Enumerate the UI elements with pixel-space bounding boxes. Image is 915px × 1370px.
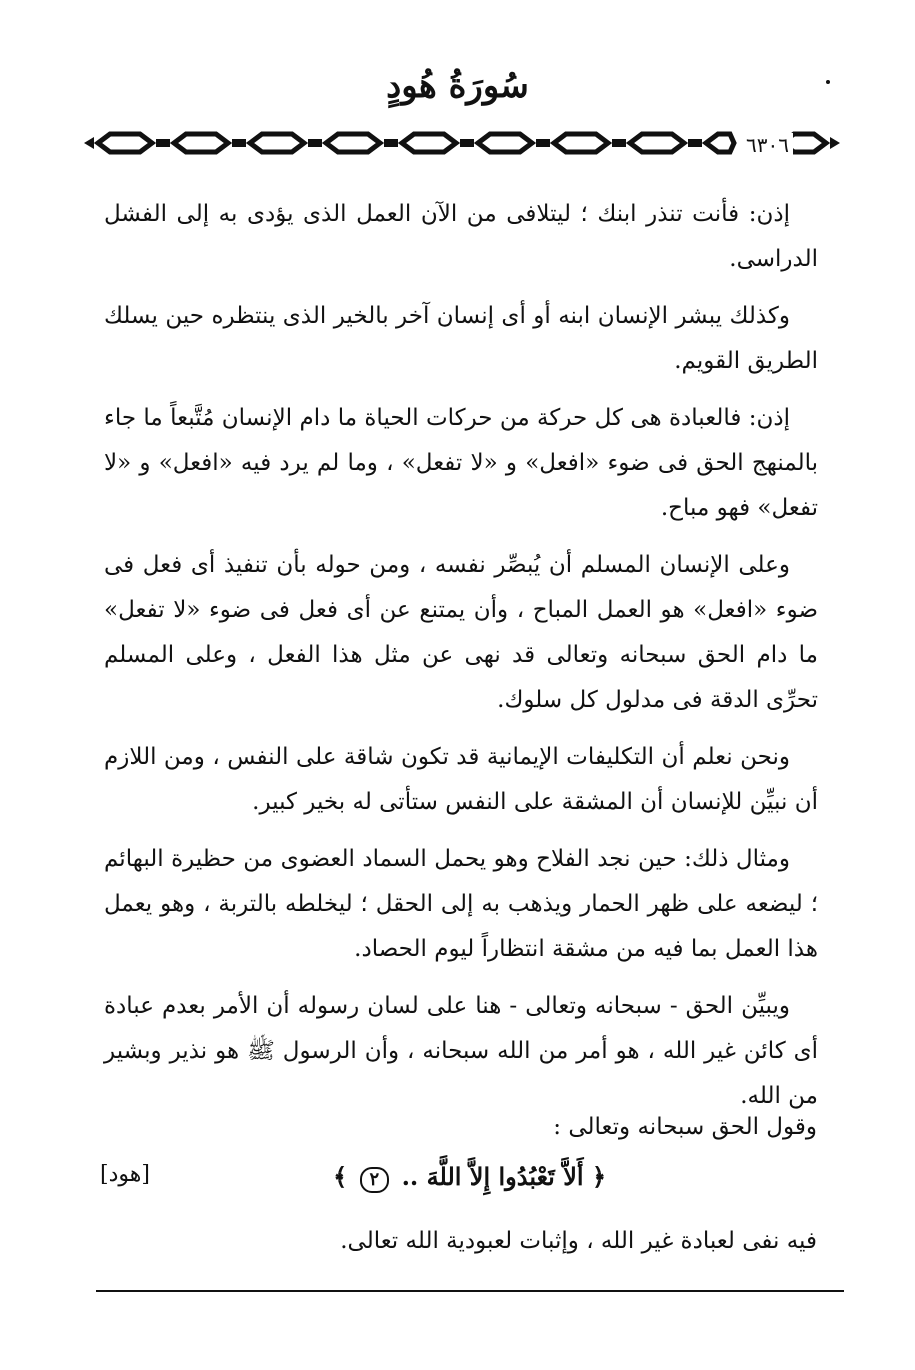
ornamental-header-bar [84,126,840,160]
verse-open-bracket: ﴿ [591,1162,606,1191]
verse-reference: [هود] [100,1162,150,1187]
verse-number: ٢ [360,1167,390,1193]
footer-divider [96,1290,844,1292]
verse-text-group [333,1162,606,1193]
paragraph: وكذلك يبشر الإنسان ابنه أو أى إنسان آخر بالخير الذى ينتظره حين يسلك الطريق القويم. [104,303,818,374]
quran-verse [96,1162,818,1202]
surah-title: سُورَةُ هُودٍ [386,66,529,106]
paragraph: ونحن نعلم أن التكليفات الإيمانية قد تكون شاقة على النفس ، ومن اللازم أن نبيِّن للإنسان أن المشقة على النفس ستأتى له بخير كبير. [104,744,818,815]
paragraph: وعلى الإنسان المسلم أن يُبصِّر نفسه ، ومن حوله بأن تنفيذ أى فعل فى ضوء «افعل» هو العمل المباح ، وأن يمتنع عن أى فعل فى ضوء «لا تفعل» ما دام الحق سبحانه وتعالى قد نهى عن مثل هذا الفعل ، وعلى المسلم تحرِّى الدقة فى مدلول كل سلوك. [104,552,818,713]
verse-close-bracket: ﴾ [333,1162,348,1191]
page-number: ٦٣٠٦ [742,133,793,157]
verse-text: أَلاَّ تَعْبُدُوا إِلاَّ اللَّهَ .. [401,1162,584,1191]
paragraph: ومثال ذلك: حين نجد الفلاح وهو يحمل السماد العضوى من حظيرة البهائم ؛ ليضعه على ظهر الحمار ويذهب به إلى الحقل ؛ ليخلطه بالتربة ، وهو يعمل هذا العمل بما فيه من مشقة انتظاراً ليوم الحصاد. [104,846,818,962]
conclusion-text: فيه نفى لعبادة غير الله ، وإثبات لعبودية الله تعالى. [340,1228,817,1254]
paragraph: ويبيِّن الحق - سبحانه وتعالى - هنا على لسان رسوله أن الأمر بعدم عبادة أى كائن غير الله ، هو أمر من الله سبحانه ، وأن الرسول ﷺ هو نذير وبشير من الله. [104,993,818,1109]
paragraph: إذن: فالعبادة هى كل حركة من حركات الحياة ما دام الإنسان مُتَّبعاً ما جاء بالمنهج الحق فى ضوء «افعل» و «لا تفعل» ، وما لم يرد فيه «افعل» و «لا تفعل» فهو مباح. [104,405,818,521]
paragraph: إذن: فأنت تنذر ابنك ؛ ليتلافى من الآن العمل الذى يؤدى به إلى الفشل الدراسى. [104,201,818,272]
body-text [104,192,818,1131]
verse-intro: وقول الحق سبحانه وتعالى : [553,1114,817,1140]
